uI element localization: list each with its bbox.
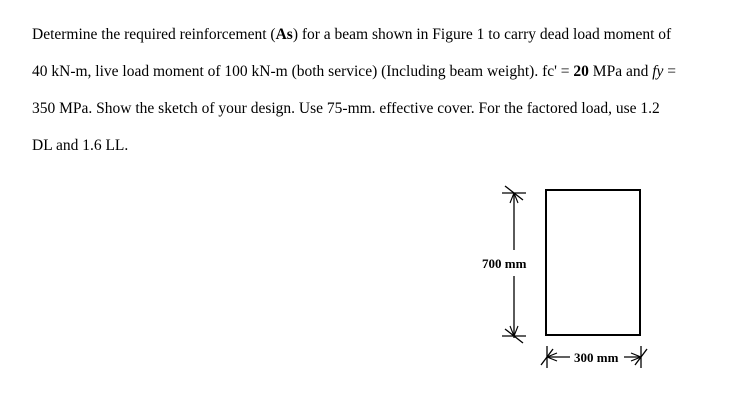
width-label: 300 mm	[574, 350, 619, 365]
text-run: 40 kN-m, live load moment of 100 kN-m (both service) (Including beam weight). fc' =	[32, 63, 574, 80]
beam-section-rect	[546, 190, 640, 335]
height-label: 700 mm	[482, 256, 527, 271]
text-run: ) for a beam shown in Figure 1 to carry dead load moment of	[292, 26, 672, 43]
text-run: Determine the required reinforcement (	[32, 26, 276, 43]
fy-symbol: fy	[652, 63, 664, 80]
problem-line-3: 350 MPa. Show the sketch of your design. Use 75-mm. effective cover. For the factored load, use 1.2	[32, 100, 660, 117]
fc-value: 20	[573, 63, 589, 80]
text-run: =	[663, 63, 677, 80]
text-run: MPa and	[588, 63, 653, 80]
problem-line-4: DL and 1.6 LL.	[32, 137, 129, 154]
as-symbol: As	[275, 26, 293, 43]
